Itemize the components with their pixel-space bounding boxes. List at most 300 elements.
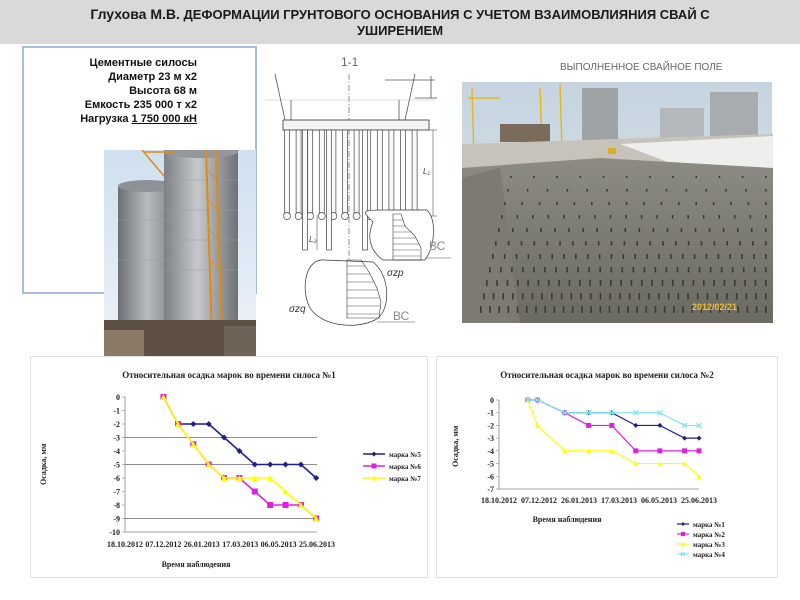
pile-head bbox=[579, 280, 581, 286]
pile-head bbox=[589, 280, 591, 286]
y-tick-label: -5 bbox=[487, 459, 494, 469]
long-pile-shaft bbox=[327, 130, 332, 250]
pile-head bbox=[504, 202, 506, 205]
pile-head bbox=[765, 241, 767, 246]
data-point bbox=[682, 436, 687, 441]
info-line-height: Высота 68 м bbox=[129, 85, 197, 97]
pile-head bbox=[743, 267, 745, 273]
chart-silo-2 bbox=[436, 356, 778, 578]
pile-head bbox=[673, 306, 675, 313]
site-photo-date: 2012/02/21 bbox=[692, 302, 738, 312]
pile-head bbox=[694, 254, 696, 259]
pile-head bbox=[501, 215, 503, 219]
pile-head bbox=[710, 267, 712, 273]
pile-head bbox=[522, 267, 524, 273]
x-tick-label: 25.06.2013 bbox=[681, 496, 717, 505]
pile-head bbox=[721, 267, 723, 273]
chart1-ylabel: Осадка, мм bbox=[39, 443, 48, 485]
pile-head bbox=[495, 241, 497, 246]
y-tick-label: -10 bbox=[109, 528, 120, 537]
pile-head bbox=[672, 215, 674, 219]
pile-head bbox=[695, 228, 697, 232]
pile-head bbox=[517, 306, 519, 313]
pile-head bbox=[648, 293, 650, 300]
legend-label: марка №3 bbox=[693, 541, 725, 549]
pile-head bbox=[641, 215, 643, 219]
pile-head bbox=[569, 280, 571, 286]
pile-head bbox=[554, 228, 556, 232]
legend-marker bbox=[681, 532, 685, 536]
data-point bbox=[633, 448, 638, 453]
y-tick-label: -4 bbox=[113, 447, 120, 456]
pile-head bbox=[483, 293, 485, 300]
pile-head bbox=[572, 241, 574, 246]
pile-head bbox=[600, 306, 602, 313]
pile-head bbox=[575, 254, 577, 259]
pile-head bbox=[742, 176, 744, 178]
pile-head bbox=[701, 241, 703, 246]
pile-head bbox=[626, 176, 628, 178]
legend-marker bbox=[681, 522, 685, 526]
pile-head bbox=[645, 306, 647, 313]
pile-head bbox=[703, 215, 705, 219]
pile-head bbox=[707, 293, 709, 300]
pile-head bbox=[618, 306, 620, 313]
pile-head bbox=[695, 176, 697, 178]
pile-head bbox=[655, 306, 657, 313]
pile-head bbox=[539, 202, 541, 205]
pile-head bbox=[551, 254, 553, 259]
data-point bbox=[252, 489, 258, 495]
y-tick-label: -7 bbox=[113, 487, 120, 497]
pile-head bbox=[492, 254, 494, 259]
pile-head bbox=[608, 202, 610, 205]
slide-title bbox=[10, 6, 790, 39]
pile-head bbox=[651, 280, 653, 286]
pile-head bbox=[493, 293, 495, 300]
pile-head bbox=[624, 228, 626, 232]
pile-shaft bbox=[285, 130, 290, 214]
pile-head bbox=[699, 267, 701, 273]
pile-head bbox=[737, 228, 739, 232]
pile-head bbox=[533, 176, 535, 178]
pile-head bbox=[713, 202, 715, 205]
data-point bbox=[697, 448, 702, 453]
pile-head bbox=[522, 293, 524, 300]
pile-head bbox=[626, 189, 628, 192]
series-line bbox=[163, 397, 316, 519]
y-tick-label: -6 bbox=[487, 472, 494, 482]
pile-head bbox=[541, 293, 543, 300]
chart2-title: Относительная осадка марок во времени силоса №2 bbox=[500, 370, 714, 380]
pile-head bbox=[620, 280, 622, 286]
pile-head bbox=[594, 215, 596, 219]
info-line-name: Цементные силосы bbox=[89, 57, 197, 69]
pile-head bbox=[532, 293, 534, 300]
pile-head bbox=[629, 293, 631, 300]
pile-shaft bbox=[319, 130, 324, 214]
pile-head bbox=[539, 254, 541, 259]
pile-head bbox=[643, 202, 645, 205]
pile-head bbox=[726, 241, 728, 246]
pile-head bbox=[634, 254, 636, 259]
info-line-diameter: Диаметр 23 м х2 bbox=[108, 71, 197, 83]
label-sigma-zp: σzp bbox=[387, 268, 404, 279]
pile-head bbox=[765, 267, 767, 273]
pile-head bbox=[546, 241, 548, 246]
pile-head bbox=[596, 228, 598, 232]
pile-head bbox=[619, 293, 621, 300]
pile-head bbox=[623, 254, 625, 259]
legend-label: марка №1 bbox=[693, 521, 725, 529]
pile-head bbox=[527, 189, 529, 192]
pile-head bbox=[538, 280, 540, 286]
pile-head bbox=[675, 241, 677, 246]
pile-head bbox=[709, 228, 711, 232]
pile-head bbox=[599, 254, 601, 259]
pile-head bbox=[666, 189, 668, 192]
data-point bbox=[190, 421, 196, 427]
pile-head bbox=[508, 306, 510, 313]
pile-head bbox=[729, 254, 731, 259]
pile-head bbox=[574, 202, 576, 205]
y-tick-label: -2 bbox=[487, 421, 494, 431]
pile-head bbox=[526, 306, 528, 313]
pile-head bbox=[714, 241, 716, 246]
y-tick-label: -8 bbox=[113, 501, 120, 510]
data-point bbox=[535, 423, 540, 428]
y-tick-label: -2 bbox=[113, 420, 120, 429]
pile-head bbox=[730, 202, 732, 205]
legend-marker bbox=[372, 464, 377, 469]
pile-head bbox=[563, 215, 565, 219]
title-text: ДЕФОРМАЦИИ ГРУНТОВОГО ОСНОВАНИЯ С УЧЕТОМ ВЗАИМОВЛИЯНИЯ СВАЙ С bbox=[183, 7, 710, 22]
pile-head bbox=[555, 267, 557, 273]
pile-section-diagram bbox=[265, 50, 455, 340]
data-point bbox=[633, 423, 638, 428]
pile-head bbox=[653, 228, 655, 232]
pile-head bbox=[548, 280, 550, 286]
pile-head bbox=[741, 254, 743, 259]
pile-head bbox=[697, 293, 699, 300]
pile-head bbox=[739, 241, 741, 246]
chart1-plot bbox=[31, 357, 429, 579]
x-tick-label: 06.05.2013 bbox=[260, 540, 297, 549]
chart2-ylabel: Осадка, мм bbox=[451, 425, 460, 467]
pile-head bbox=[646, 254, 648, 259]
pile-head bbox=[633, 267, 635, 273]
pile-head bbox=[480, 306, 482, 313]
x-tick-label: 17.03.2013 bbox=[601, 496, 637, 505]
pile-head bbox=[610, 267, 612, 273]
data-point bbox=[283, 462, 289, 468]
pile-head bbox=[656, 215, 658, 219]
pile-head bbox=[755, 293, 757, 300]
pile-head bbox=[677, 267, 679, 273]
pile-head bbox=[611, 241, 613, 246]
site-photo-caption: ВЫПОЛНЕННОЕ СВАЙНОЕ ПОЛЕ bbox=[560, 62, 723, 73]
pile-head bbox=[666, 267, 668, 273]
pile-head bbox=[587, 254, 589, 259]
pile-head bbox=[672, 280, 674, 286]
pile-head bbox=[582, 228, 584, 232]
pile-head bbox=[744, 280, 746, 286]
pile-head bbox=[756, 306, 758, 313]
pile-head bbox=[695, 202, 697, 205]
x-tick-label: 25.06.2013 bbox=[299, 540, 335, 549]
chart2-plot bbox=[437, 357, 779, 579]
x-tick-label: 06.05.2013 bbox=[641, 496, 677, 505]
pile-head bbox=[533, 267, 535, 273]
x-tick-label: 26.01.2013 bbox=[561, 496, 597, 505]
pile-head bbox=[765, 176, 767, 178]
pile-head bbox=[693, 280, 695, 286]
legend-label: марка №2 bbox=[693, 531, 725, 539]
pile-head bbox=[732, 267, 734, 273]
pile-head bbox=[504, 254, 506, 259]
pile-head bbox=[516, 254, 518, 259]
pile-head bbox=[713, 280, 715, 286]
data-point bbox=[267, 502, 273, 508]
pile-head bbox=[606, 189, 608, 192]
pile-head bbox=[579, 215, 581, 219]
y-tick-label: 0 bbox=[490, 396, 494, 405]
pile-head bbox=[500, 267, 502, 273]
legend-label: марка №6 bbox=[389, 463, 421, 471]
author-name: Глухова М.В. bbox=[90, 6, 180, 22]
pile-head bbox=[627, 306, 629, 313]
pile-head bbox=[658, 254, 660, 259]
legend-label: марка №5 bbox=[389, 451, 421, 459]
y-tick-label: -6 bbox=[113, 474, 120, 483]
pile-head bbox=[719, 176, 721, 178]
pile-head bbox=[603, 176, 605, 178]
legend-label: марка №4 bbox=[693, 551, 725, 559]
pile-head bbox=[526, 228, 528, 232]
pile-head bbox=[726, 293, 728, 300]
long-pile-shaft bbox=[303, 130, 308, 250]
pile-head bbox=[600, 293, 602, 300]
pile-head bbox=[586, 189, 588, 192]
y-tick-label: -7 bbox=[487, 485, 494, 494]
label-l2: L₂ bbox=[309, 235, 317, 244]
pile-head bbox=[498, 228, 500, 232]
pile-head bbox=[554, 306, 556, 313]
pile-head bbox=[590, 306, 592, 313]
data-point bbox=[609, 423, 614, 428]
pile-head bbox=[558, 280, 560, 286]
pile-head bbox=[734, 215, 736, 219]
label-bc-upper: ВС bbox=[429, 239, 446, 253]
pile-head bbox=[644, 267, 646, 273]
pile-head bbox=[753, 254, 755, 259]
pile-head bbox=[489, 267, 491, 273]
pile-head bbox=[498, 306, 500, 313]
pile-head bbox=[527, 280, 529, 286]
pile-head bbox=[765, 280, 767, 286]
pile-head bbox=[563, 254, 565, 259]
pile-shaft bbox=[343, 130, 348, 214]
pile-head bbox=[600, 280, 602, 286]
pile-head bbox=[765, 293, 767, 300]
pile-head bbox=[734, 280, 736, 286]
y-tick-label: -5 bbox=[113, 460, 120, 470]
pile-head bbox=[748, 202, 750, 205]
x-tick-label: 07.12.2012 bbox=[521, 496, 557, 505]
pile-head bbox=[639, 293, 641, 300]
pile-shaft bbox=[377, 130, 382, 214]
pile-head bbox=[751, 228, 753, 232]
y-tick-label: -1 bbox=[487, 408, 494, 418]
pile-head bbox=[532, 215, 534, 219]
long-pile-shaft bbox=[363, 130, 368, 250]
x-tick-label: 26.01.2013 bbox=[183, 540, 220, 549]
pile-head bbox=[746, 293, 748, 300]
y-tick-label: 0 bbox=[116, 393, 120, 402]
legend-marker bbox=[372, 452, 377, 457]
pile-head bbox=[688, 267, 690, 273]
pile-head bbox=[639, 228, 641, 232]
section-label: 1-1 bbox=[341, 55, 359, 69]
pile-head bbox=[682, 280, 684, 286]
chart1-title: Относительная осадка марок во времени силоса №1 bbox=[122, 370, 336, 380]
pile-head bbox=[507, 280, 509, 286]
pile-head bbox=[547, 189, 549, 192]
pile-head bbox=[548, 215, 550, 219]
pile-head bbox=[747, 306, 749, 313]
pile-head bbox=[496, 280, 498, 286]
y-tick-label: -1 bbox=[113, 406, 120, 416]
pile-head bbox=[621, 267, 623, 273]
data-point bbox=[657, 448, 662, 453]
pile-head bbox=[566, 267, 568, 273]
pile-head bbox=[725, 189, 727, 192]
pile-head bbox=[535, 306, 537, 313]
pile-enlargement bbox=[353, 213, 360, 220]
pile-head bbox=[563, 306, 565, 313]
pile-head bbox=[528, 254, 530, 259]
chart2-xlabel: Время наблюдения bbox=[532, 515, 602, 524]
pile-head bbox=[631, 280, 633, 286]
pile-head bbox=[590, 293, 592, 300]
pile-head bbox=[745, 189, 747, 192]
pile-head bbox=[658, 293, 660, 300]
pile-shaft bbox=[296, 130, 301, 214]
pile-head bbox=[646, 189, 648, 192]
pile-head bbox=[754, 267, 756, 273]
x-tick-label: 07.12.2012 bbox=[145, 540, 182, 549]
pile-head bbox=[668, 293, 670, 300]
chart-silo-1 bbox=[30, 356, 428, 578]
pile-head bbox=[517, 280, 519, 286]
pile-head bbox=[716, 293, 718, 300]
pile-head bbox=[551, 293, 553, 300]
pile-head bbox=[662, 280, 664, 286]
pile-head bbox=[540, 228, 542, 232]
y-tick-label: -3 bbox=[113, 433, 120, 443]
pile-head bbox=[626, 202, 628, 205]
pile-head bbox=[661, 202, 663, 205]
pile-enlargement bbox=[295, 213, 302, 220]
pile-head bbox=[705, 189, 707, 192]
pile-field-photo bbox=[460, 48, 773, 323]
y-tick-label: -3 bbox=[487, 434, 494, 444]
pile-head bbox=[512, 228, 514, 232]
chart1-xlabel: Время наблюдения bbox=[161, 560, 231, 569]
pile-head bbox=[609, 293, 611, 300]
pile-head bbox=[686, 189, 688, 192]
y-tick-label: -9 bbox=[113, 514, 120, 524]
pile-head bbox=[610, 228, 612, 232]
pile-head bbox=[544, 267, 546, 273]
pile-head bbox=[580, 293, 582, 300]
pile-head bbox=[765, 306, 767, 313]
pile-head bbox=[655, 267, 657, 273]
x-tick-label: 18.10.2012 bbox=[107, 540, 143, 549]
pile-head bbox=[664, 306, 666, 313]
pile-head bbox=[636, 306, 638, 313]
series-line bbox=[528, 400, 699, 425]
pile-head bbox=[556, 202, 558, 205]
pile-head bbox=[507, 189, 509, 192]
pile-head bbox=[517, 215, 519, 219]
pile-enlargement bbox=[318, 213, 325, 220]
data-point bbox=[283, 502, 289, 508]
label-sigma-zq: σzq bbox=[289, 304, 306, 315]
pile-head bbox=[765, 202, 767, 205]
pile-head bbox=[580, 176, 582, 178]
y-tick-label: -4 bbox=[487, 446, 494, 456]
pile-head bbox=[718, 215, 720, 219]
pile-head bbox=[636, 241, 638, 246]
pile-head bbox=[682, 306, 684, 313]
pile-enlargement bbox=[284, 213, 291, 220]
pile-head bbox=[765, 189, 767, 192]
pile-head bbox=[670, 254, 672, 259]
pile-head bbox=[502, 293, 504, 300]
pile-head bbox=[591, 202, 593, 205]
pile-head bbox=[703, 280, 705, 286]
title-text-line2: УШИРЕНИЕМ bbox=[356, 23, 444, 38]
pile-head bbox=[688, 241, 690, 246]
pile-enlargement bbox=[342, 213, 349, 220]
pile-head bbox=[687, 215, 689, 219]
info-line-capacity: Емкость 235 000 т х2 bbox=[84, 99, 197, 111]
pile-head bbox=[571, 293, 573, 300]
pile-head bbox=[662, 241, 664, 246]
pile-head bbox=[512, 293, 514, 300]
pile-head bbox=[737, 306, 739, 313]
pile-head bbox=[724, 280, 726, 286]
pile-head bbox=[588, 267, 590, 273]
pile-head bbox=[687, 293, 689, 300]
data-point bbox=[267, 462, 273, 468]
pile-shaft bbox=[354, 130, 359, 214]
pile-head bbox=[572, 306, 574, 313]
pile-head bbox=[610, 215, 612, 219]
pile-head bbox=[559, 241, 561, 246]
pile-head bbox=[598, 241, 600, 246]
pile-head bbox=[568, 228, 570, 232]
info-line-load: Нагрузка 1 750 000 кН bbox=[80, 113, 197, 125]
pile-head bbox=[624, 241, 626, 246]
pile-head bbox=[765, 215, 767, 219]
x-tick-label: 18.10.2012 bbox=[481, 496, 517, 505]
pile-head bbox=[567, 189, 569, 192]
data-point bbox=[586, 423, 591, 428]
pile-head bbox=[649, 176, 651, 178]
pile-head bbox=[581, 306, 583, 313]
